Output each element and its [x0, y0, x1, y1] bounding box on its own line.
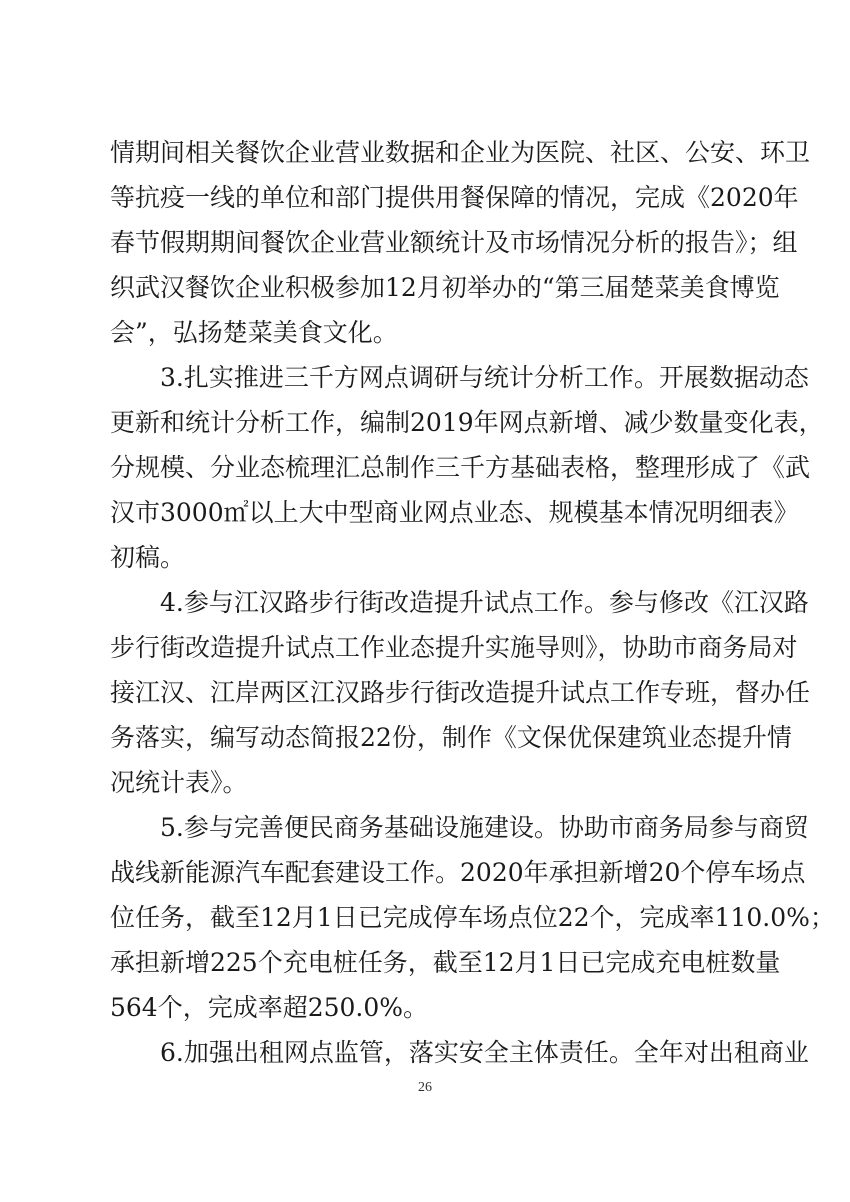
paragraph-4	[110, 805, 835, 1030]
text-line: 汉市3000㎡以上大中型商业网点业态、规模基本情况明细表》	[110, 498, 799, 527]
paragraph-1	[110, 130, 811, 355]
paragraph-2	[110, 355, 824, 580]
text-line: 564个，完成率超250.0%。	[110, 993, 429, 1022]
text-line: 步行街改造提升试点工作业态提升实施导则》，协助市商务局对	[110, 633, 798, 662]
text-line: 分规模、分业态梳理汇总制作三千方基础表格，整理形成了《武	[110, 453, 811, 482]
text-line: 等抗疫一线的单位和部门提供用餐保障的情况，完成《2020年	[110, 183, 799, 212]
text-line: 位任务，截至12月1日已完成停车场点位22个，完成率110.0%；	[110, 903, 835, 932]
text-line: 初稿。	[110, 543, 186, 572]
text-line: 承担新增225个充电桩任务，截至12月1日已完成充电桩数量	[110, 948, 781, 977]
paragraph-3	[110, 580, 811, 805]
text-line: 5.参与完善便民商务基础设施建设。协助市商务局参与商贸	[160, 813, 809, 842]
text-line: 4.参与江汉路步行街改造提升试点工作。参与修改《江汉路	[160, 588, 809, 617]
text-line: 3.扎实推进三千方网点调研与统计分析工作。开展数据动态	[160, 363, 809, 392]
text-line: 织武汉餐饮企业积极参加12月初举办的“第三届楚菜美食博览	[110, 273, 780, 302]
text-line: 情期间相关餐饮企业营业数据和企业为医院、社区、公安、环卫	[110, 138, 811, 167]
text-line: 会”，弘扬楚菜美食文化。	[110, 318, 398, 347]
text-line: 务落实，编写动态简报22份，制作《文保优保建筑业态提升情	[110, 723, 792, 752]
text-line: 接江汉、江岸两区江汉路步行街改造提升试点工作专班，督办任	[110, 678, 811, 707]
page-number: 26	[418, 1080, 432, 1095]
text-line: 6.加强出租网点监管，落实安全主体责任。全年对出租商业	[160, 1038, 809, 1067]
text-line: 战线新能源汽车配套建设工作。2020年承担新增20个停车场点	[110, 858, 806, 887]
document-body	[110, 130, 835, 1075]
paragraph-5	[110, 1030, 809, 1075]
text-line: 况统计表》。	[110, 768, 248, 797]
text-line: 更新和统计分析工作，编制2019年网点新增、减少数量变化表，	[110, 408, 824, 437]
text-line: 春节假期期间餐饮企业营业额统计及市场情况分析的报告》；组	[110, 228, 798, 257]
